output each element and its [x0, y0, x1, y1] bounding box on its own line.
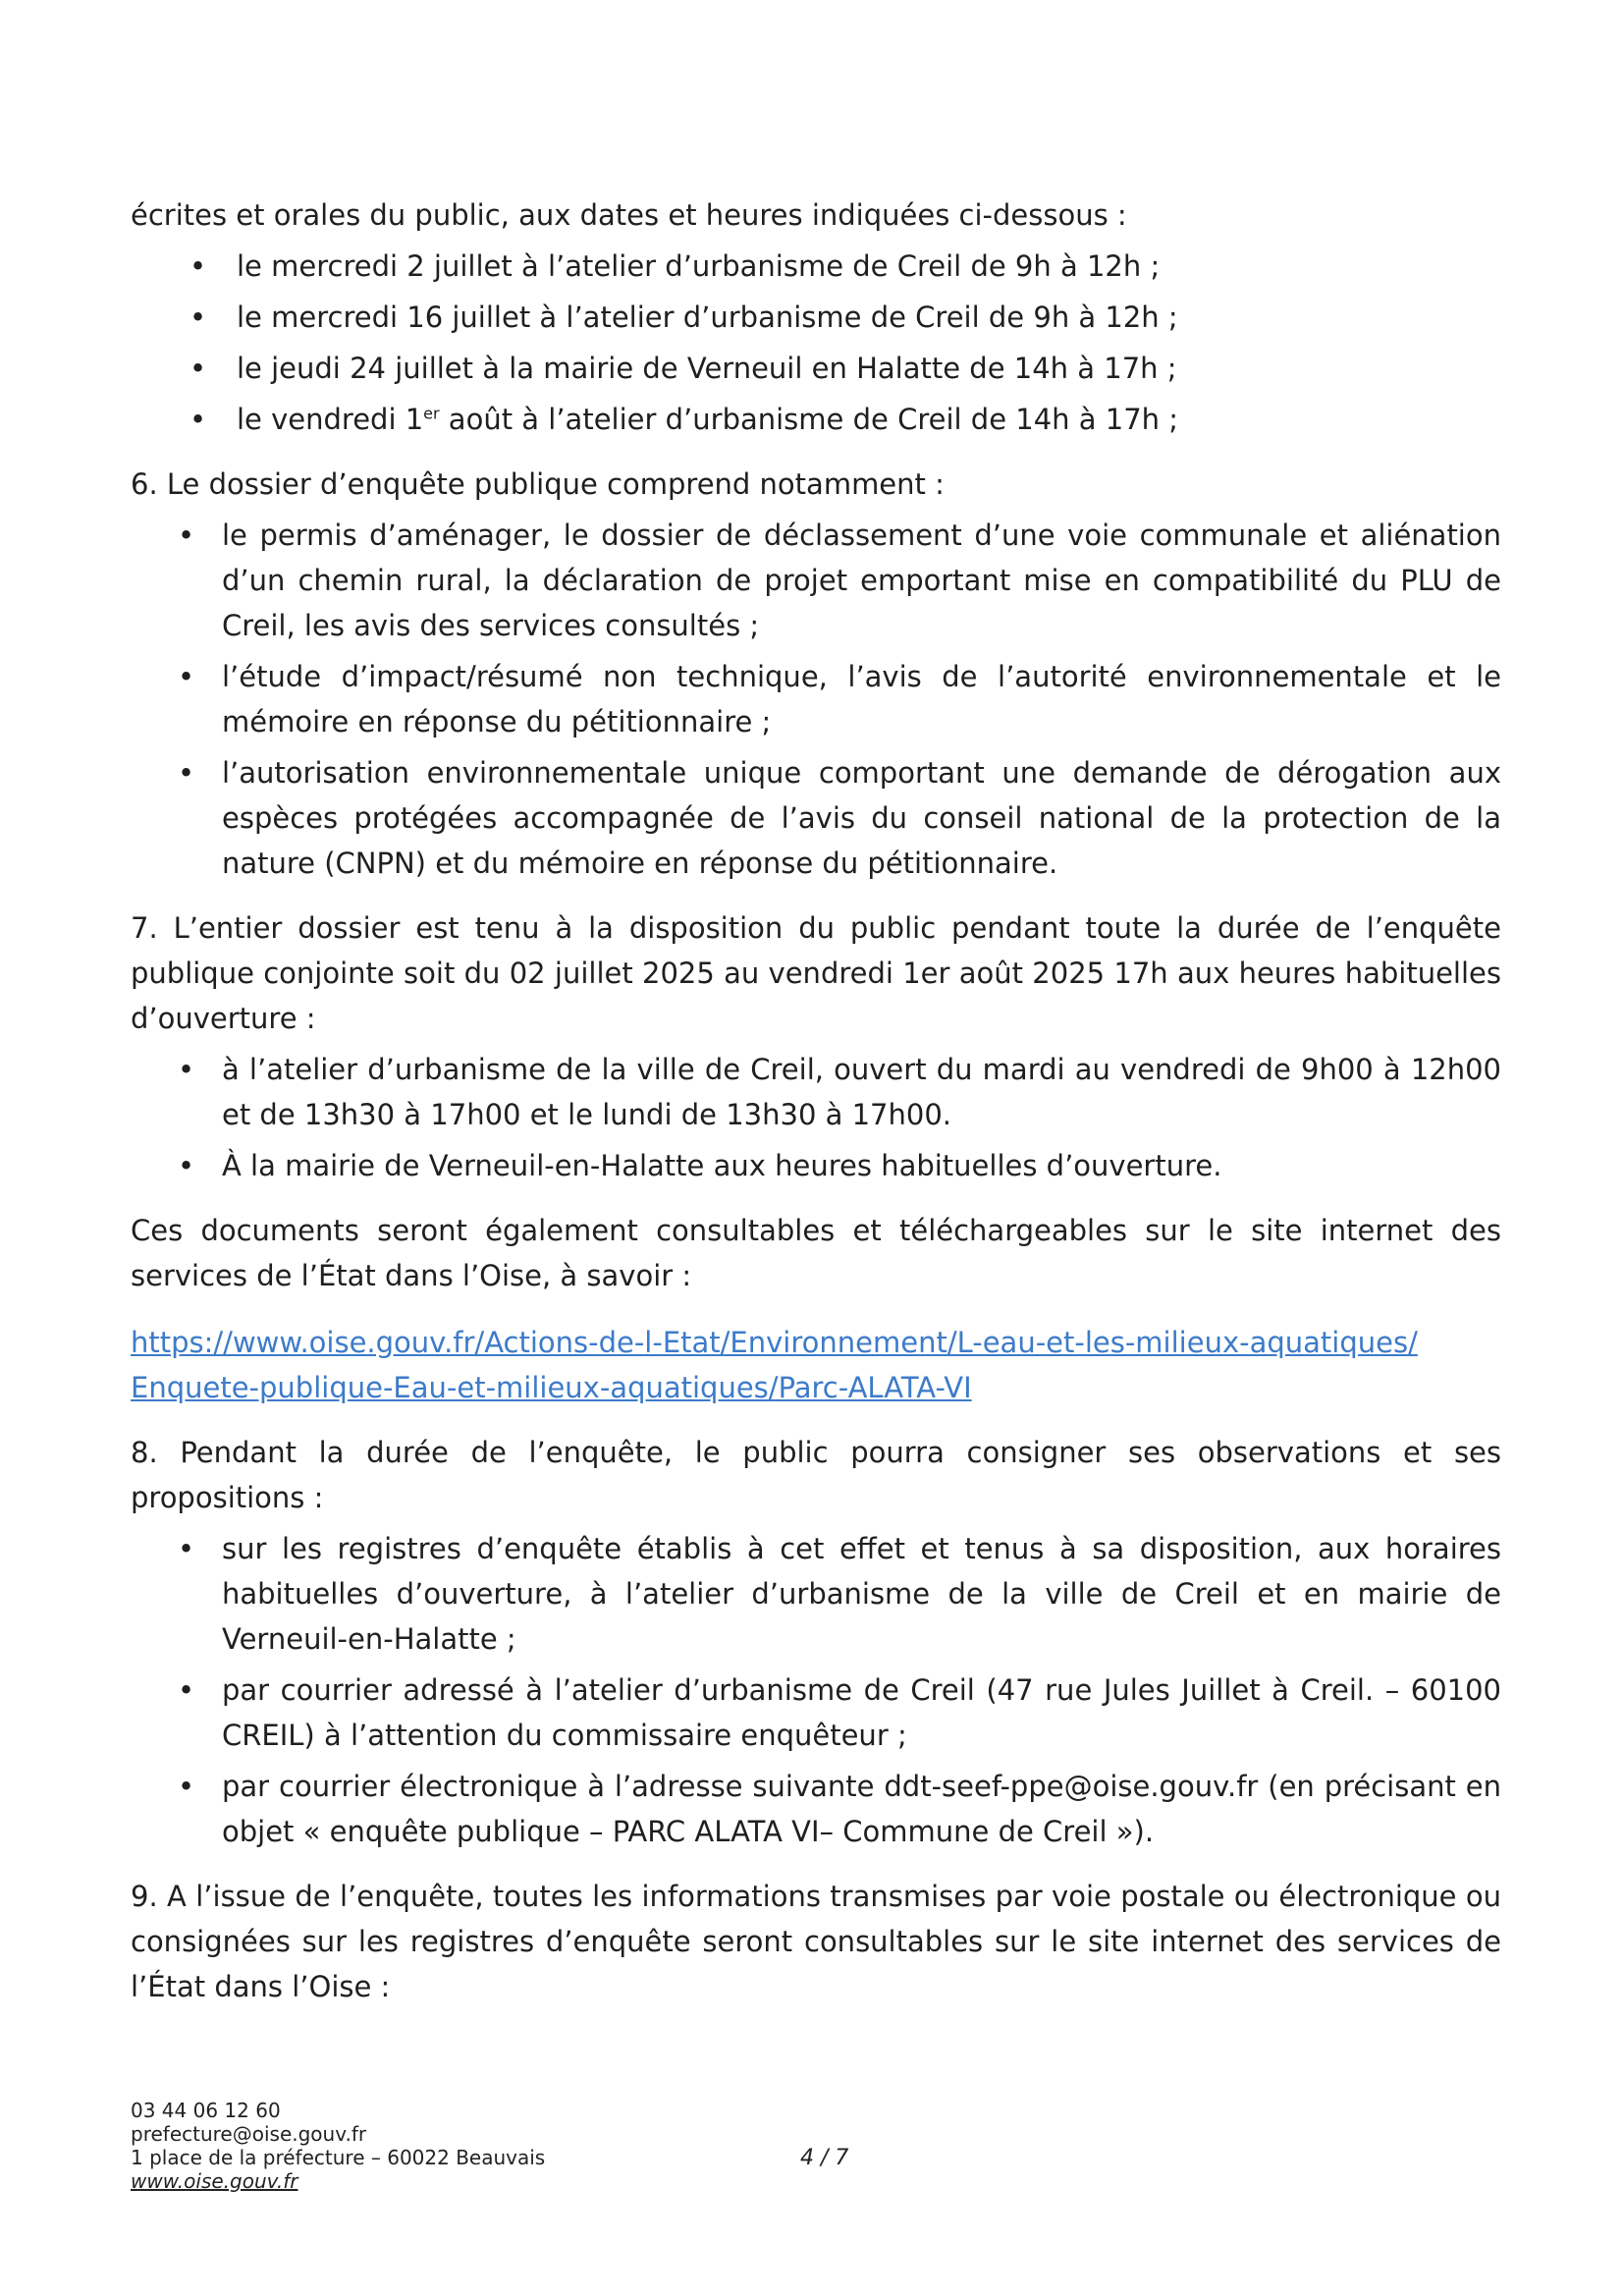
list-item: • par courrier électronique à l’adresse suivante ddt-seef-ppe@oise.gouv.fr (en précisant en objet « enquête publique – PARC ALATA VI– Commune de Creil »). [178, 1764, 1501, 1854]
bullet-icon: • [178, 660, 195, 693]
list-item: • par courrier adressé à l’atelier d’urbanisme de Creil (47 rue Jules Juillet à Creil. – 60100 CREIL) à l’attention du commissaire enquêteur ; [178, 1667, 1501, 1758]
bullet-icon: • [178, 1149, 195, 1182]
page-footer [131, 2099, 545, 2193]
section-9-text: 9. A l’issue de l’enquête, toutes les informations transmises par voie postale ou électronique ou consignées sur les registres d’enquête seront consultables sur le site internet des services de l’État dans l’Oise : [131, 1880, 1501, 2003]
list-item: • À la mairie de Verneuil-en-Halatte aux heures habituelles d’ouverture. [178, 1143, 1501, 1188]
bullet-icon: • [189, 249, 207, 283]
list-item: • à l’atelier d’urbanisme de la ville de Creil, ouvert du mardi au vendredi de 9h00 à 12h00 et de 13h30 à 17h00 et le lundi de 13h30 à 17h00. [178, 1047, 1501, 1137]
list-item: • sur les registres d’enquête établis à cet effet et tenus à sa disposition, aux horaires habituelles d’ouverture, à l’atelier d’urbanisme de la ville de Creil et en mairie de Verneuil-en-Halatte ; [178, 1526, 1501, 1662]
list-item: • le vendredi 1er août à l’atelier d’urbanisme de Creil de 14h à 17h ; [189, 397, 1501, 442]
footer-website-link[interactable]: www.oise.gouv.fr [131, 2169, 298, 2193]
footer-phone: 03 44 06 12 60 [131, 2099, 281, 2122]
section-6-heading: 6. Le dossier d’enquête publique comprend notamment : [131, 467, 945, 501]
bullet-icon: • [189, 403, 207, 436]
dossier-link-line-1[interactable]: https://www.oise.gouv.fr/Actions-de-l-Etat/Environnement/L-eau-et-les-milieux-aquatiques/ [131, 1326, 1418, 1359]
section-7-list [131, 1047, 1501, 1188]
section-6-list [131, 513, 1501, 886]
bullet-icon: • [189, 301, 207, 334]
page-content [131, 192, 1501, 2009]
dossier-link-line-2[interactable]: Enquete-publique-Eau-et-milieux-aquatiques/Parc-ALATA-VI [131, 1371, 972, 1404]
permanence-list [131, 244, 1501, 442]
section-7-text: 7. L’entier dossier est tenu à la disposition du public pendant toute la durée de l’enquête publique conjointe soit du 02 juillet 2025 au vendredi 1er août 2025 17h aux heures habituelles d’ouverture : [131, 911, 1501, 1035]
list-item: • l’étude d’impact/résumé non technique, l’avis de l’autorité environnementale et le mémoire en réponse du pétitionnaire ; [178, 654, 1501, 744]
bullet-icon: • [178, 1770, 195, 1803]
footer-address: 1 place de la préfecture – 60022 Beauvais [131, 2146, 546, 2169]
bullet-icon: • [178, 1532, 195, 1565]
list-item: • le jeudi 24 juillet à la mairie de Verneuil en Halatte de 14h à 17h ; [189, 346, 1501, 391]
bullet-icon: • [178, 756, 195, 790]
bullet-icon: • [189, 352, 207, 385]
list-item: • le mercredi 2 juillet à l’atelier d’urbanisme de Creil de 9h à 12h ; [189, 244, 1501, 289]
section-8-text: 8. Pendant la durée de l’enquête, le public pourra consigner ses observations et ses propositions : [131, 1436, 1501, 1514]
consult-text: Ces documents seront également consultables et téléchargeables sur le site internet des services de l’État dans l’Oise, à savoir : [131, 1214, 1501, 1292]
section-8-list [131, 1526, 1501, 1854]
list-item: • le permis d’aménager, le dossier de déclassement d’une voie communale et aliénation d’un chemin rural, la déclaration de projet emportant mise en compatibilité du PLU de Creil, les avis des services consultés ; [178, 513, 1501, 648]
page-number: 4 / 7 [800, 2146, 849, 2170]
intro-text: écrites et orales du public, aux dates et heures indiquées ci-dessous : [131, 198, 1127, 232]
bullet-icon: • [178, 519, 195, 552]
footer-email: prefecture@oise.gouv.fr [131, 2122, 367, 2146]
bullet-icon: • [178, 1053, 195, 1086]
dossier-link[interactable] [131, 1320, 1501, 1410]
list-item: • le mercredi 16 juillet à l’atelier d’urbanisme de Creil de 9h à 12h ; [189, 295, 1501, 340]
bullet-icon: • [178, 1673, 195, 1707]
list-item: • l’autorisation environnementale unique comportant une demande de dérogation aux espèces protégées accompagnée de l’avis du conseil national de la protection de la nature (CNPN) et du mémoire en réponse du pétitionnaire. [178, 750, 1501, 886]
